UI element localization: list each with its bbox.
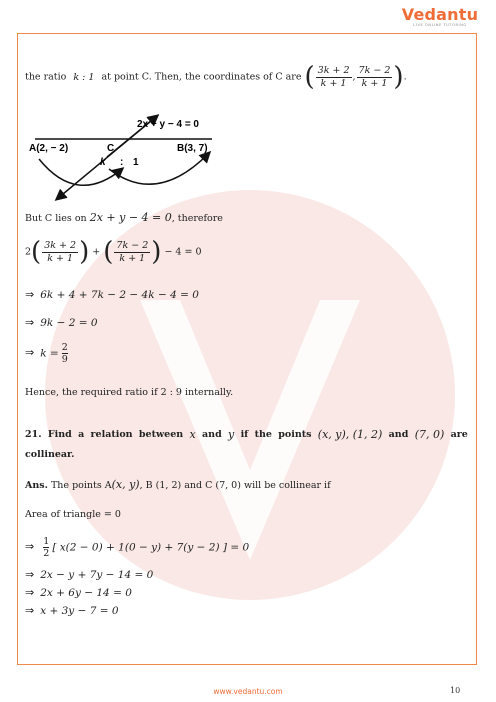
- ratio-k-label: k: [100, 157, 106, 168]
- conclusion-text: Hence, the required ratio if 2 : 9 internally.: [25, 387, 234, 398]
- point-c-label: C: [107, 143, 115, 154]
- implies-icon: ⇒: [25, 316, 35, 329]
- line-equation: 2x + y − 4 = 0: [89, 211, 172, 224]
- equation-substitution: 2( $\frac{3k + 2}{k + 1}$ ) + ( $\frac{7k - 2}{k + 1}$ ) − 4 = 0: [25, 237, 202, 267]
- implies-icon: ⇒: [25, 540, 35, 554]
- logo-text: Vedantu: [401, 5, 479, 24]
- equation-step-simplify: ⇒ 9k − 2 = 0: [25, 316, 98, 329]
- section-diagram: [27, 111, 227, 206]
- fraction-y: $\frac{7k - 2}{k + 1}$: [358, 64, 391, 89]
- fraction-x: $\frac{3k + 2}{k + 1}$: [317, 64, 350, 89]
- point-b-label: B(3, 7): [177, 143, 208, 154]
- line-equation-label: 2x + y − 4 = 0: [137, 119, 199, 130]
- ratio-one-label: 1: [133, 157, 139, 168]
- question-21-line2: collinear.: [25, 449, 75, 460]
- implies-icon: ⇒: [25, 346, 35, 360]
- page-number: 10: [450, 686, 461, 695]
- footer-url[interactable]: www.vedantu.com: [213, 687, 283, 696]
- implies-icon: ⇒: [25, 288, 35, 301]
- logo-tagline: LIVE ONLINE TUTORING: [413, 23, 467, 27]
- answer-intro: Ans. The points A(x, y), B (1, 2) and C (7, 0) will be collinear if: [25, 478, 331, 491]
- ratio-colon-label: :: [120, 157, 124, 168]
- area-condition: Area of triangle = 0: [25, 509, 121, 520]
- paragraph-lies-on: But C lies on 2x + y − 4 = 0, therefore: [25, 211, 223, 224]
- implies-icon: ⇒: [25, 568, 35, 581]
- collinear-step-2: ⇒ 2x − y + 7y − 14 = 0: [25, 568, 154, 581]
- ratio-expression: k : 1: [73, 71, 95, 83]
- equation-step-expand: ⇒ 6k + 4 + 7k − 2 − 4k − 4 = 0: [25, 288, 199, 301]
- paragraph-ratio: the ratio k : 1 at point C. Then, the coordinates of C are ( $\frac{3k + 2}{k + 1}$ , $\frac{7k - 2}{k + 1}$ ).: [25, 62, 407, 92]
- implies-icon: ⇒: [25, 604, 35, 617]
- question-21: 21. Find a relation between x and y if the points (x, y), (1, 2) and (7, 0) are: [25, 428, 468, 441]
- collinear-step-4: ⇒ x + 3y − 7 = 0: [25, 604, 119, 617]
- collinear-step-1: ⇒ $\frac{1}{2}$ [ x(2 − 0) + 1(0 − y) + 7(y − 2) ] = 0: [25, 536, 250, 560]
- implies-icon: ⇒: [25, 586, 35, 599]
- collinear-step-3: ⇒ 2x + 6y − 14 = 0: [25, 586, 132, 599]
- point-a-label: A(2, − 2): [29, 143, 69, 154]
- vedantu-logo[interactable]: [400, 5, 480, 27]
- equation-step-solution: ⇒ k = $\frac{2}{9}$: [25, 342, 68, 366]
